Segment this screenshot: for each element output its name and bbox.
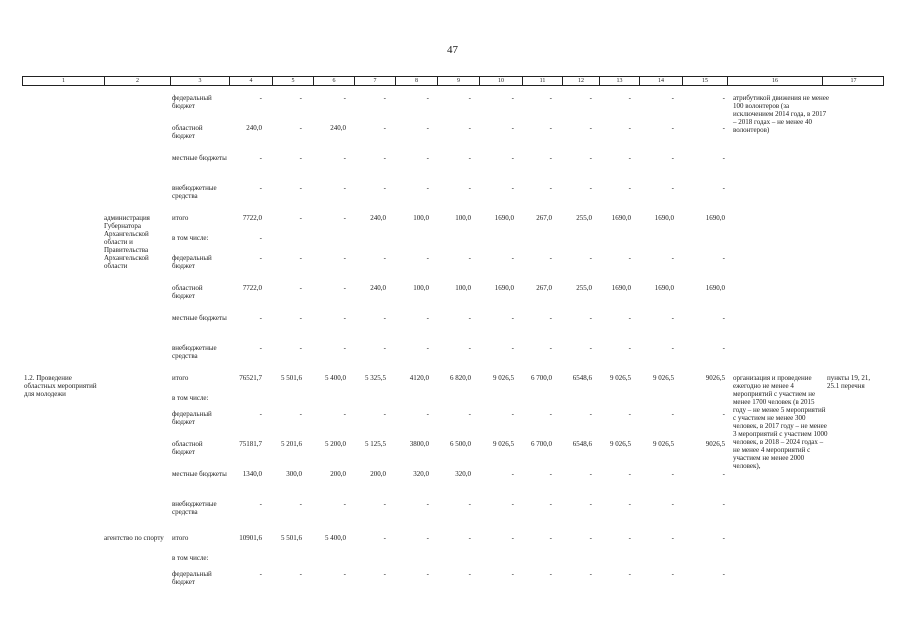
value-cell: -	[299, 570, 302, 578]
value-cell: -	[628, 124, 631, 132]
value-cell: -	[589, 534, 592, 542]
value-cell: 6 700,0	[531, 374, 552, 382]
value-cell: -	[589, 94, 592, 102]
value-cell: -	[511, 410, 514, 418]
value-cell: 3800,0	[409, 440, 429, 448]
value-cell: -	[383, 344, 386, 352]
value-cell: 9 026,5	[653, 374, 674, 382]
value-cell: -	[383, 314, 386, 322]
value-cell: -	[722, 470, 725, 478]
value-cell: 240,0	[370, 284, 386, 292]
value-cell: -	[426, 94, 429, 102]
value-cell: -	[671, 534, 674, 542]
value-cell: -	[343, 154, 346, 162]
value-cell: -	[589, 314, 592, 322]
value-cell: -	[299, 284, 302, 292]
value-cell: -	[628, 314, 631, 322]
value-cell: -	[549, 254, 552, 262]
value-cell: -	[511, 314, 514, 322]
value-cell: -	[299, 314, 302, 322]
value-cell: -	[343, 410, 346, 418]
value-cell: -	[383, 500, 386, 508]
funding-source-label: областной бюджет	[172, 124, 203, 140]
value-cell: -	[589, 154, 592, 162]
funding-source-label: местные бюджеты	[172, 314, 227, 322]
value-cell: 1690,0	[654, 214, 674, 222]
value-cell: 1690,0	[611, 284, 631, 292]
value-cell: 1690,0	[494, 284, 514, 292]
value-cell: 6548,6	[572, 440, 592, 448]
header-col-7: 7	[355, 77, 396, 85]
value-cell: -	[299, 214, 302, 222]
header-col-11: 11	[523, 77, 563, 85]
value-cell: 100,0	[413, 284, 429, 292]
value-cell: -	[671, 410, 674, 418]
value-cell: -	[549, 534, 552, 542]
value-cell: 300,0	[286, 470, 302, 478]
value-cell: 240,0	[330, 124, 346, 132]
value-cell: -	[468, 254, 471, 262]
value-cell: -	[549, 314, 552, 322]
table-header-row	[22, 76, 884, 86]
value-cell: 1690,0	[494, 214, 514, 222]
value-cell: -	[722, 410, 725, 418]
value-cell: -	[426, 124, 429, 132]
value-cell: -	[299, 254, 302, 262]
value-cell: -	[722, 500, 725, 508]
s3-col1-text: 1.2. Проведение областных мероприятий для молодежи	[24, 374, 97, 398]
value-cell: -	[383, 410, 386, 418]
value-cell: -	[549, 184, 552, 192]
value-cell: -	[549, 570, 552, 578]
value-cell: -	[299, 154, 302, 162]
value-cell: 100,0	[455, 284, 471, 292]
value-cell: 6 700,0	[531, 440, 552, 448]
value-cell: -	[299, 94, 302, 102]
value-cell: 6548,6	[572, 374, 592, 382]
value-cell: -	[259, 94, 262, 102]
value-cell: -	[722, 154, 725, 162]
value-cell: -	[628, 254, 631, 262]
value-cell: -	[299, 124, 302, 132]
value-cell: -	[549, 500, 552, 508]
funding-source-label: федеральный бюджет	[172, 410, 212, 426]
s3-col17-text: пункты 19, 21, 25.1 перечня	[827, 374, 871, 390]
funding-source-label: местные бюджеты	[172, 154, 227, 162]
value-cell: -	[468, 534, 471, 542]
value-cell: -	[426, 410, 429, 418]
funding-source-label: федеральный бюджет	[172, 570, 212, 586]
value-cell: -	[383, 570, 386, 578]
value-cell: 100,0	[413, 214, 429, 222]
value-cell: -	[549, 154, 552, 162]
value-cell: -	[589, 344, 592, 352]
value-cell: 1690,0	[654, 284, 674, 292]
value-cell: -	[426, 254, 429, 262]
value-cell: 320,0	[455, 470, 471, 478]
value-cell: -	[671, 314, 674, 322]
value-cell: -	[589, 410, 592, 418]
value-cell: 1690,0	[705, 284, 725, 292]
value-cell: -	[299, 184, 302, 192]
value-cell: 5 400,0	[325, 374, 346, 382]
value-cell: -	[628, 500, 631, 508]
value-cell: -	[628, 184, 631, 192]
value-cell: -	[511, 570, 514, 578]
value-cell: -	[549, 410, 552, 418]
value-cell: -	[259, 254, 262, 262]
value-cell: -	[722, 314, 725, 322]
value-cell: -	[671, 470, 674, 478]
header-col-4: 4	[230, 77, 273, 85]
value-cell: -	[671, 184, 674, 192]
value-cell: -	[343, 344, 346, 352]
value-cell: -	[722, 570, 725, 578]
s4-col2-text: агентство по спорту	[104, 534, 164, 542]
value-cell: 76521,7	[239, 374, 262, 382]
value-cell: -	[511, 470, 514, 478]
funding-source-label: итого	[172, 534, 189, 542]
s3-col16-text: организация и проведение ежегодно не менее 4 мероприятий с участием не менее 1700 человек (в 2015 году – не менее 5 мероприятий с участием не менее 300 человек, в 2017 году – не менее 3 мероприятий с участием 1000 человек, в 2018 – 2024 годах – не менее 4 мероприятий с участием не менее 2000 человек),	[733, 374, 828, 470]
value-cell: -	[722, 124, 725, 132]
value-cell: -	[628, 410, 631, 418]
value-cell: 6 820,0	[450, 374, 471, 382]
funding-source-label: областной бюджет	[172, 284, 203, 300]
value-cell: -	[589, 500, 592, 508]
value-cell: -	[468, 154, 471, 162]
funding-source-label: федеральный бюджет	[172, 94, 212, 110]
funding-source-label: итого	[172, 214, 189, 222]
funding-source-label: внебюджетные средства	[172, 184, 217, 200]
value-cell: -	[343, 94, 346, 102]
value-cell: -	[468, 410, 471, 418]
header-col-1: 1	[23, 77, 105, 85]
value-cell: -	[383, 184, 386, 192]
value-cell: 255,0	[576, 214, 592, 222]
value-cell: 9 026,5	[493, 374, 514, 382]
value-cell: -	[628, 534, 631, 542]
value-cell: -	[426, 184, 429, 192]
value-cell: -	[468, 570, 471, 578]
value-cell: -	[628, 94, 631, 102]
value-cell: 9 026,5	[610, 440, 631, 448]
value-cell: 9 026,5	[493, 440, 514, 448]
value-cell: -	[468, 500, 471, 508]
funding-source-label: федеральный бюджет	[172, 254, 212, 270]
value-cell: -	[671, 254, 674, 262]
value-cell: -	[589, 570, 592, 578]
value-cell: -	[426, 570, 429, 578]
value-cell: -	[426, 500, 429, 508]
value-cell: 1690,0	[705, 214, 725, 222]
value-cell: -	[259, 344, 262, 352]
value-cell: -	[343, 570, 346, 578]
value-cell: -	[299, 500, 302, 508]
value-cell: -	[383, 534, 386, 542]
value-cell: 240,0	[370, 214, 386, 222]
value-cell: -	[511, 534, 514, 542]
value-cell: -	[259, 570, 262, 578]
value-cell: -	[549, 94, 552, 102]
value-cell: -	[299, 410, 302, 418]
value-cell: 5 501,6	[281, 374, 302, 382]
value-cell: -	[722, 184, 725, 192]
value-cell: -	[589, 254, 592, 262]
value-cell: 267,0	[536, 214, 552, 222]
funding-source-label: в том числе:	[172, 554, 209, 562]
value-cell: 9026,5	[705, 440, 725, 448]
header-col-17: 17	[850, 78, 857, 84]
value-cell: 5 325,5	[365, 374, 386, 382]
value-cell: -	[383, 154, 386, 162]
value-cell: -	[343, 314, 346, 322]
value-cell: -	[511, 94, 514, 102]
value-cell: -	[343, 500, 346, 508]
header-col-16: 16	[728, 77, 823, 85]
value-cell: -	[628, 570, 631, 578]
value-cell: 267,0	[536, 284, 552, 292]
funding-source-label: местные бюджеты	[172, 470, 227, 478]
value-cell: -	[426, 154, 429, 162]
value-cell: -	[468, 124, 471, 132]
value-cell: -	[589, 470, 592, 478]
header-col-8: 8	[396, 77, 438, 85]
value-cell: -	[511, 344, 514, 352]
header-col-12: 12	[563, 77, 600, 85]
value-cell: -	[549, 124, 552, 132]
value-cell: 75181,7	[239, 440, 262, 448]
value-cell: -	[259, 234, 262, 242]
header-col-14: 14	[640, 77, 683, 85]
value-cell: -	[426, 344, 429, 352]
value-cell: -	[511, 154, 514, 162]
header-col-2: 2	[105, 77, 171, 85]
value-cell: 9026,5	[705, 374, 725, 382]
value-cell: 1690,0	[611, 214, 631, 222]
value-cell: -	[468, 314, 471, 322]
funding-source-label: итого	[172, 374, 189, 382]
value-cell: -	[589, 124, 592, 132]
value-cell: -	[468, 94, 471, 102]
value-cell: -	[722, 94, 725, 102]
header-col-6: 6	[314, 77, 355, 85]
value-cell: -	[511, 254, 514, 262]
value-cell: -	[383, 124, 386, 132]
value-cell: -	[468, 184, 471, 192]
s1-col16-text: атрибутикой движения не менее 100 волонтеров (за исключением 2014 года, в 2017 – 2018 годах – не менее 40 волонтеров)	[733, 94, 829, 134]
funding-source-label: областной бюджет	[172, 440, 203, 456]
value-cell: 200,0	[370, 470, 386, 478]
value-cell: 255,0	[576, 284, 592, 292]
value-cell: -	[671, 344, 674, 352]
value-cell: -	[722, 254, 725, 262]
header-col-5: 5	[273, 77, 314, 85]
funding-source-label: в том числе:	[172, 394, 209, 402]
value-cell: 5 200,0	[325, 440, 346, 448]
value-cell: 9 026,5	[610, 374, 631, 382]
value-cell: -	[343, 254, 346, 262]
header-col-10: 10	[480, 77, 523, 85]
value-cell: 5 400,0	[325, 534, 346, 542]
budget-table	[22, 76, 884, 586]
value-cell: 200,0	[330, 470, 346, 478]
value-cell: 320,0	[413, 470, 429, 478]
header-col-13: 13	[600, 77, 640, 85]
value-cell: 9 026,5	[653, 440, 674, 448]
value-cell: -	[628, 154, 631, 162]
value-cell: 6 500,0	[450, 440, 471, 448]
value-cell: -	[671, 570, 674, 578]
value-cell: -	[259, 154, 262, 162]
value-cell: 1340,0	[242, 470, 262, 478]
value-cell: -	[549, 344, 552, 352]
value-cell: 5 201,6	[281, 440, 302, 448]
value-cell: 5 125,5	[365, 440, 386, 448]
value-cell: -	[722, 534, 725, 542]
value-cell: -	[549, 470, 552, 478]
value-cell: -	[628, 470, 631, 478]
value-cell: -	[589, 184, 592, 192]
value-cell: -	[671, 94, 674, 102]
value-cell: -	[671, 124, 674, 132]
funding-source-label: внебюджетные средства	[172, 344, 217, 360]
value-cell: -	[259, 410, 262, 418]
value-cell: -	[343, 214, 346, 222]
value-cell: 10901,6	[239, 534, 262, 542]
value-cell: -	[259, 500, 262, 508]
value-cell: 7722,0	[242, 284, 262, 292]
value-cell: -	[511, 124, 514, 132]
value-cell: -	[299, 344, 302, 352]
value-cell: -	[383, 254, 386, 262]
value-cell: 4120,0	[409, 374, 429, 382]
value-cell: -	[259, 184, 262, 192]
value-cell: -	[426, 534, 429, 542]
header-col-9: 9	[438, 77, 480, 85]
value-cell: -	[671, 154, 674, 162]
value-cell: -	[259, 314, 262, 322]
value-cell: -	[426, 314, 429, 322]
funding-source-label: внебюджетные средства	[172, 500, 217, 516]
header-col-3: 3	[171, 77, 230, 85]
page-number: 47	[447, 44, 458, 56]
value-cell: -	[511, 500, 514, 508]
s2-col2-text: администрация Губернатора Архангельской области и Правительства Архангельской области	[104, 214, 150, 270]
value-cell: -	[511, 184, 514, 192]
value-cell: -	[468, 344, 471, 352]
value-cell: 240,0	[246, 124, 262, 132]
value-cell: -	[628, 344, 631, 352]
value-cell: -	[343, 184, 346, 192]
value-cell: -	[671, 500, 674, 508]
value-cell: -	[722, 344, 725, 352]
header-col-15: 15	[683, 77, 728, 85]
value-cell: 5 501,6	[281, 534, 302, 542]
value-cell: -	[343, 284, 346, 292]
value-cell: -	[383, 94, 386, 102]
funding-source-label: в том числе:	[172, 234, 209, 242]
value-cell: 7722,0	[242, 214, 262, 222]
value-cell: 100,0	[455, 214, 471, 222]
